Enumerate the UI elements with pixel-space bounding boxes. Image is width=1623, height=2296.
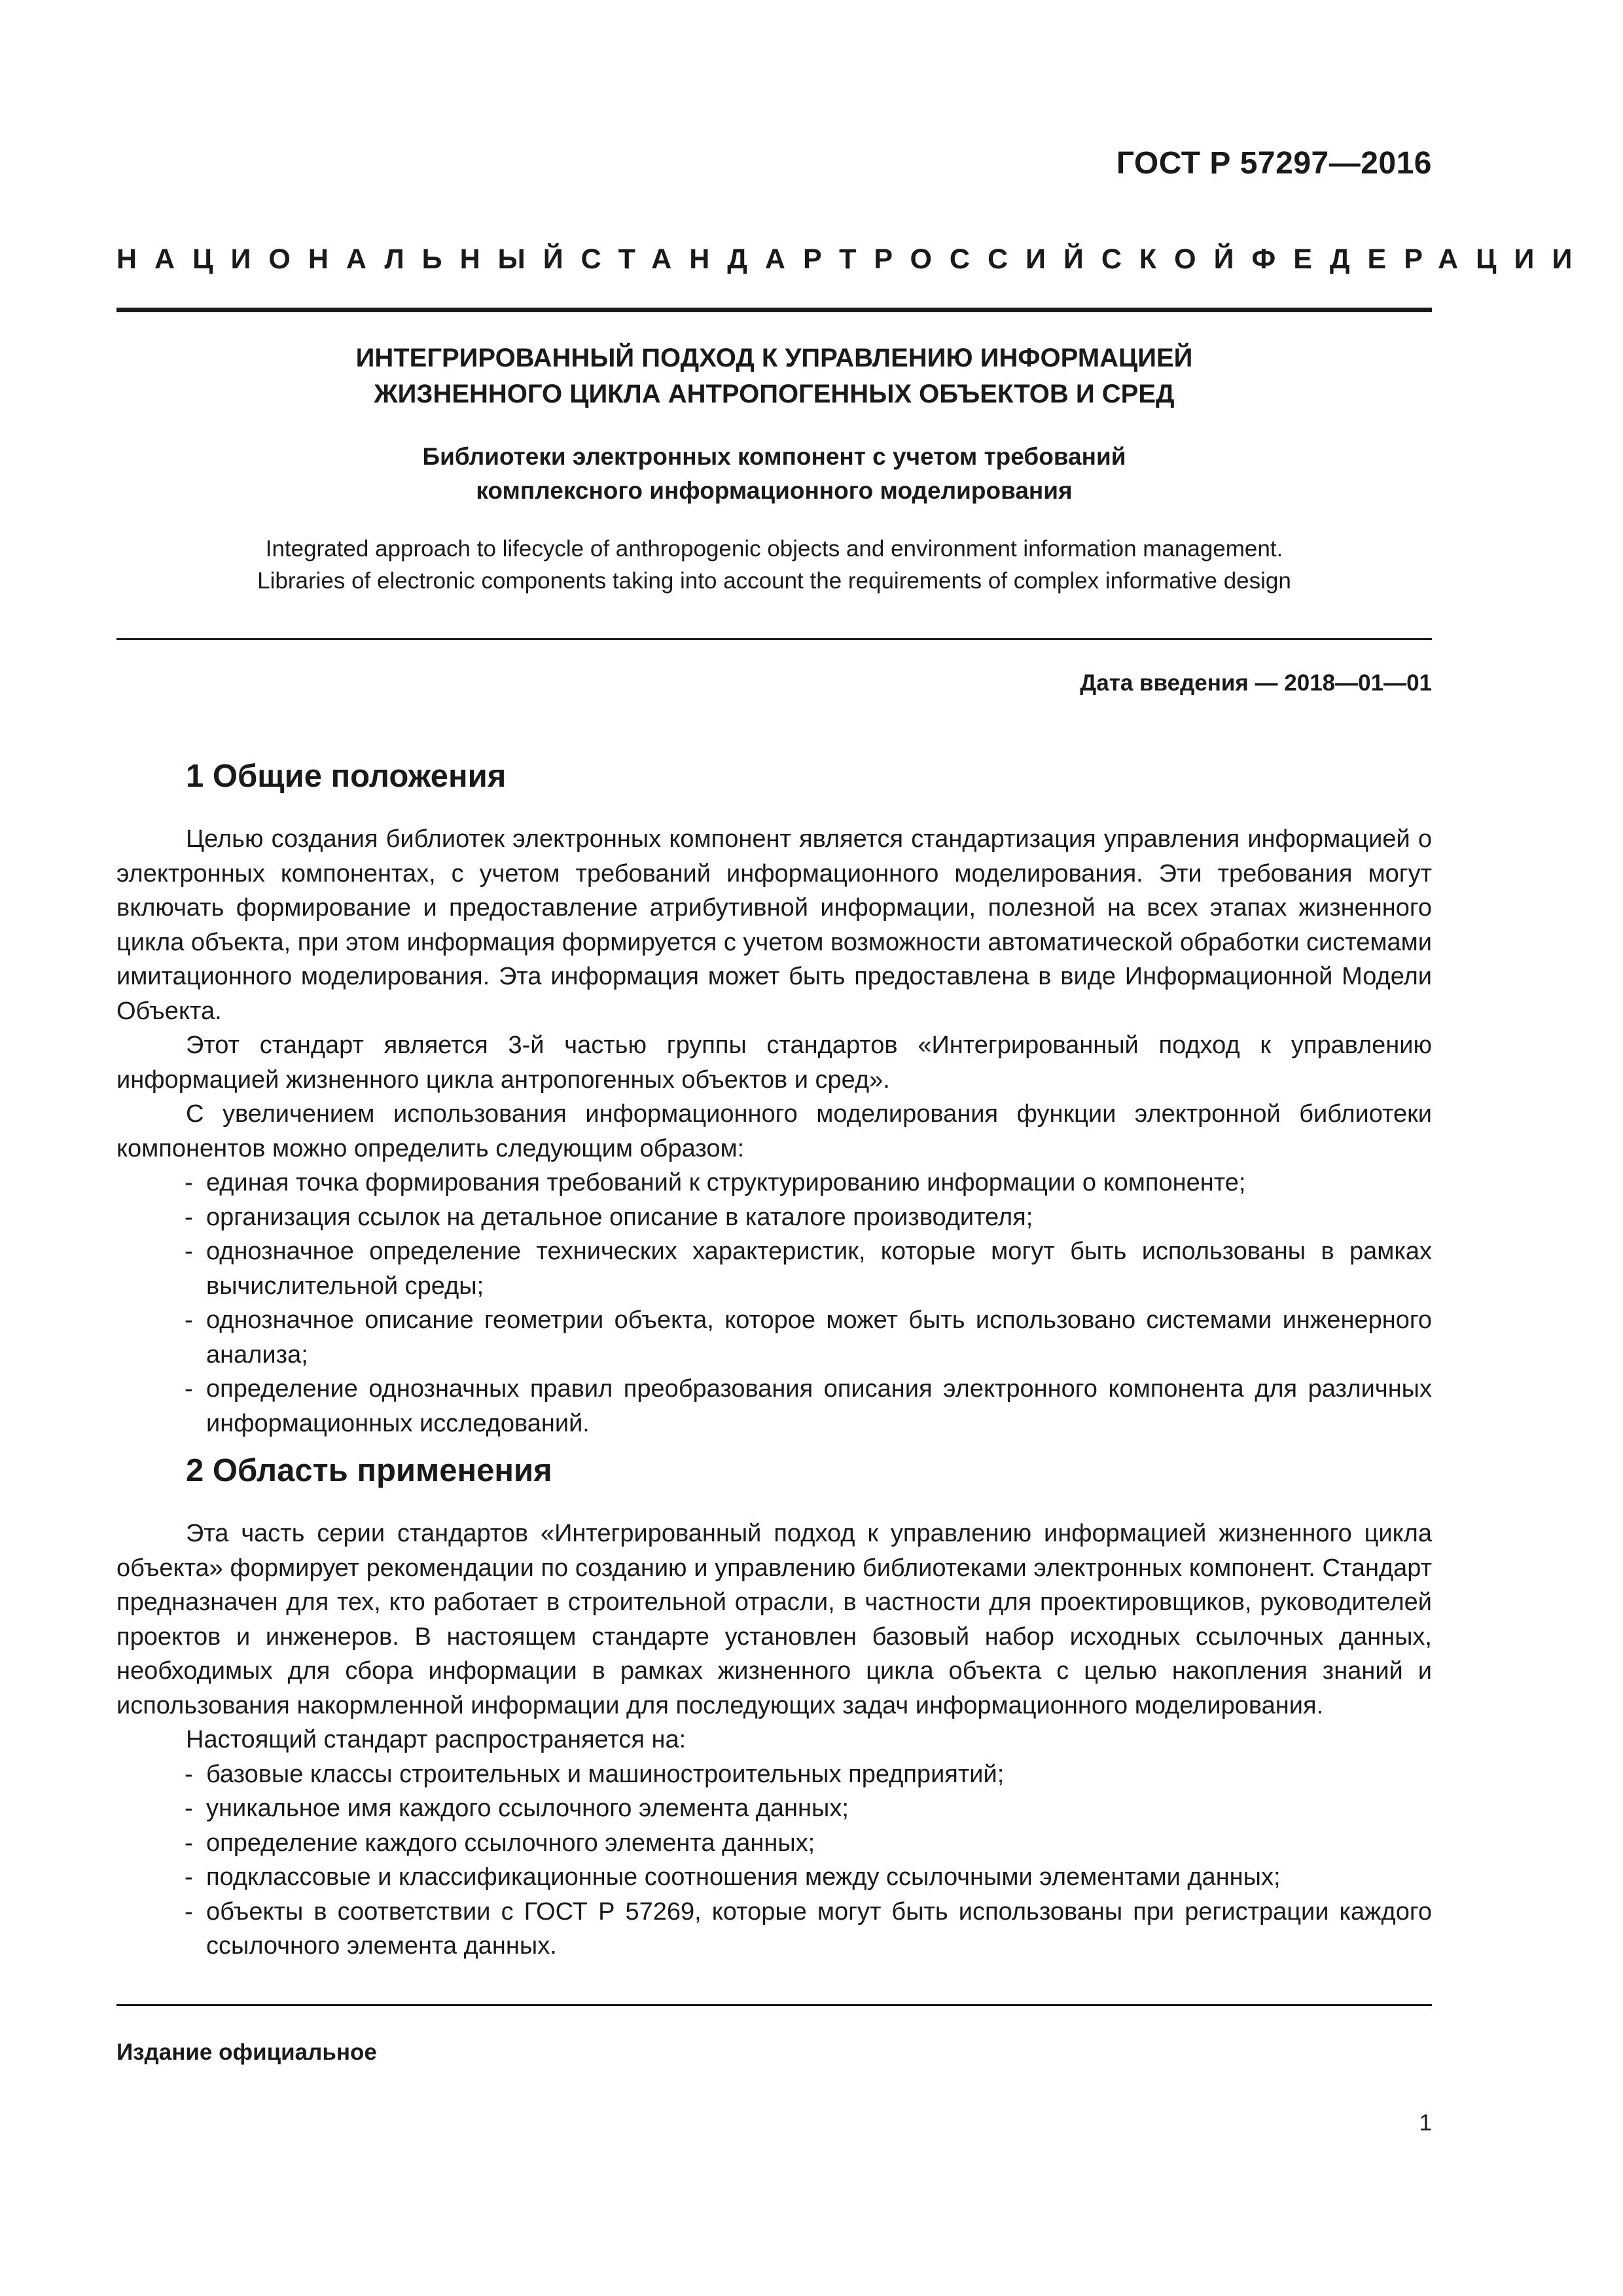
date-introduced: Дата введения — 2018—01—01 — [1080, 670, 1432, 696]
list-item: - подклассовые и классификационные соотношения между ссылочными элементами данных; — [185, 1863, 1281, 1891]
list-item: - определение однозначных правил преобразования описания электронного компонента для различных информационных исследований. — [185, 1375, 1432, 1437]
document-subtitle — [116, 440, 1432, 508]
list-item: - уникальное имя каждого ссылочного элемента данных; — [185, 1795, 849, 1822]
subtitle-line: Библиотеки электронных компонент с учетом требований — [422, 443, 1126, 470]
banner-word: НАЦИОНАЛЬНЫЙ — [116, 243, 581, 275]
english-title — [116, 533, 1432, 597]
edition-label: Издание официальное — [116, 2039, 377, 2065]
section-general — [116, 757, 1432, 1441]
paragraph: С увеличением использования информационного моделирования функции электронной библиотеки компонентов можно определить следующим образом: — [116, 1100, 1432, 1162]
title-line: ИНТЕГРИРОВАННЫЙ ПОДХОД К УПРАВЛЕНИЮ ИНФОРМАЦИЕЙ — [355, 344, 1193, 372]
footer-divider — [116, 2004, 1432, 2006]
list-item: - однозначное определение технических характеристик, которые могут быть использованы в рамках вычислительной среды; — [185, 1238, 1432, 1300]
list-item: - определение каждого ссылочного элемента данных; — [185, 1829, 815, 1857]
section-scope — [116, 1451, 1432, 1964]
paragraph: Целью создания библиотек электронных компонент является стандартизация управления информацией о электронных компонентах, с учетом требований информационного моделирования. Эти требования могут включать формирование и предоставление атрибутивной информации, полезной на всех этапах жизненного цикла объекта, при этом информация формируется с учетом возможности автоматической обработки системами имитационного моделирования. Эта информация может быть предоставлена в виде Информационной Модели Объекта. — [116, 825, 1432, 1025]
paragraph: Этот стандарт является 3-й частью группы стандартов «Интегрированный подход к управлению информацией жизненного цикла антропогенных объектов и сред». — [116, 1031, 1432, 1094]
standard-number: ГОСТ Р 57297—2016 — [1116, 146, 1432, 181]
paragraph: Эта часть серии стандартов «Интегрированный подход к управлению информацией жизненного цикла объекта» формирует рекомендации по созданию и управлению библиотеками электронных компонент. Стандарт предназначен для тех, кто работает в строительной отрасли, в частности для проектировщиков, руководителей проектов и инженеров. В настоящем стандарте установлен базовый набор исходных ссылочных данных, необходимых для сбора информации в рамках жизненного цикла объекта с целью накопления знаний и использования накормленной информации для последующих задач информационного моделирования. — [116, 1520, 1432, 1719]
english-title-line: Integrated approach to lifecycle of anthropogenic objects and environment information management. — [265, 536, 1283, 562]
list-item: - базовые классы строительных и машиностроительных предприятий; — [185, 1760, 1005, 1788]
english-title-line: Libraries of electronic components taking into account the requirements of complex informative design — [257, 568, 1291, 594]
section-heading: 1 Общие положения — [186, 759, 507, 794]
document-title — [116, 340, 1432, 412]
page-number: 1 — [1419, 2110, 1432, 2136]
banner-word: ФЕДЕРАЦИИ — [1251, 243, 1590, 275]
national-standard-banner — [116, 243, 1590, 276]
banner-word: СТАНДАРТ — [580, 243, 874, 275]
paragraph: Настоящий стандарт распространяется на: — [186, 1726, 687, 1753]
bullet-list — [116, 1757, 1432, 1964]
header-divider — [116, 308, 1432, 312]
subtitle-line: комплексного информационного моделирования — [476, 477, 1073, 504]
list-item: - объекты в соответствии с ГОСТ Р 57269, которые могут быть использованы при регистрации каждого ссылочного элемента данных. — [185, 1897, 1432, 1960]
section-heading: 2 Область применения — [186, 1453, 552, 1488]
list-item: - организация ссылок на детальное описание в каталоге производителя; — [185, 1203, 1033, 1231]
list-item: - единая точка формирования требований к структурированию информации о компоненте; — [185, 1169, 1246, 1196]
banner-word: РОССИЙСКОЙ — [874, 243, 1252, 275]
list-item: - однозначное описание геометрии объекта, которое может быть использовано системами инженерного анализа; — [185, 1306, 1432, 1369]
title-divider — [116, 638, 1432, 640]
title-line: ЖИЗНЕННОГО ЦИКЛА АНТРОПОГЕННЫХ ОБЪЕКТОВ И СРЕД — [374, 380, 1175, 408]
bullet-list — [116, 1166, 1432, 1441]
